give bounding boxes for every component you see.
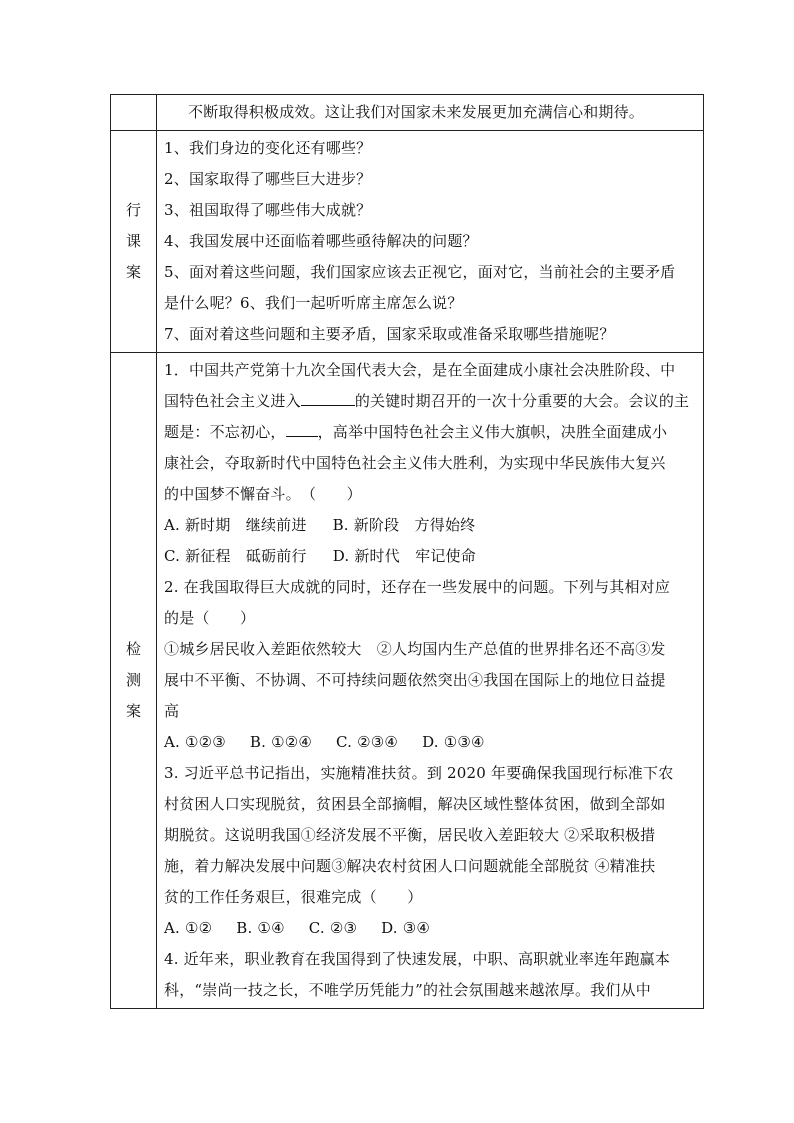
jiance-label-char: 测 [125,671,141,689]
q1-line: 1．中国共产党第十九次全国代表大会，是在全面建成小康社会决胜阶段、中 [164,361,676,379]
q1-line [164,386,696,417]
option-d: D. ①③④ [422,733,485,751]
answer-blank[interactable] [286,421,318,437]
q2-line: ①城乡居民收入差距依然较大 ②人均国内生产总值的世界排名还不高③发 [164,640,666,658]
q4-line: 科，“崇尚一技之长，不唯学历凭能力”的社会氛围越来越浓厚。我们从中 [164,981,651,999]
option-a: A. ①②③ [164,733,226,751]
empty-label-cell [111,95,157,131]
q2-line: 展中不平衡、不协调、不可持续问题依然突出④我国在国际上的地位日益提 [164,671,666,689]
xingke-row [111,131,704,353]
question-item: 4、我国发展中还面临着哪些亟待解决的问题？ [164,232,478,250]
q3-line: 村贫困人口实现脱贫，贫困县全部摘帽，解决区域性整体贫困，做到全部如 [164,795,666,813]
question-item: 5、面对着这些问题，我们国家应该去正视它，面对它，当前社会的主要矛盾 [164,263,676,281]
option-b: B. ①④ [236,919,285,937]
q1-options-cd [164,541,696,572]
jiance-row [111,353,704,1009]
option-d: D. ③④ [381,919,431,937]
q2-line: 2. 在我国取得巨大成就的同时，还存在一些发展中的问题。下列与其相对应 [164,578,671,596]
q2-line: 高 [164,702,180,720]
q1-text: 的关键时期召开的一次十分重要的大会。会议的主 [354,392,690,410]
q1-text: 国特色社会主义进入 [164,392,301,410]
q1-line: 康社会，夺取新时代中国特色社会主义伟大胜利，为实现中华民族伟大复兴 [164,454,666,472]
question-item: 7、面对着这些问题和主要矛盾，国家采取或准备采取哪些措施呢？ [164,325,615,343]
continuation-cell [157,95,704,131]
q1-text: 题是：不忘初心， [164,423,286,441]
xingke-label-char: 案 [125,263,141,281]
xingke-label-char: 行 [125,201,141,219]
jiance-label-char: 检 [125,640,141,658]
xingke-content [157,131,704,353]
option-c: C. 新征程 砥砺前行 [164,547,307,565]
continuation-text: 不断取得积极成效。这让我们对国家未来发展更加充满信心和期待。 [188,103,645,121]
q2-options [164,727,696,758]
question-item: 3、祖国取得了哪些伟大成就？ [164,201,372,219]
option-b: B. 新阶段 方得始终 [332,516,476,534]
q1-line [164,417,696,448]
q2-line: 的是（ ） [164,609,256,627]
q3-line: 期脱贫。这说明我国①经济发展不平衡，居民收入差距较大 ②采取积极措 [164,826,656,844]
q4-line: 4. 近年来，职业教育在我国得到了快速发展，中职、高职就业率连年跑赢本 [164,950,671,968]
xingke-label [111,131,157,353]
jiance-content [157,353,704,1009]
q1-line: 的中国梦不懈奋斗。 （ ） [164,485,362,503]
jiance-label-char: 案 [125,702,141,720]
q3-line: 施，着力解决发展中问题③解决农村贫困人口问题就能全部脱贫 ④精准扶 [164,857,656,875]
lesson-table [110,94,704,1009]
q1-text: ，高举中国特色社会主义伟大旗帜，决胜全面建成小 [317,423,668,441]
q3-line: 贫的工作任务艰巨，很难完成（ ） [164,888,423,906]
jiance-label [111,353,157,1009]
question-item: 2、国家取得了哪些巨大进步？ [164,170,372,188]
option-a: A. 新时期 继续前进 [164,516,307,534]
question-item: 是什么呢？6、我们一起听听席主席怎么说？ [164,294,463,312]
q3-line: 3. 习近平总书记指出，实施精准扶贫。到 2020 年要确保我国现行标准下农 [164,764,674,782]
option-c: C. ②③ [308,919,358,937]
option-a: A. ①② [164,919,213,937]
answer-blank[interactable] [301,390,355,406]
option-d: D. 新时代 牢记使命 [332,547,476,565]
question-item: 1、我们身边的变化还有哪些？ [164,139,372,157]
option-b: B. ①②④ [249,733,313,751]
continuation-row [111,95,704,131]
option-c: C. ②③④ [336,733,399,751]
q1-options-ab [164,510,696,541]
q3-options [164,913,696,944]
xingke-label-char: 课 [125,232,141,250]
